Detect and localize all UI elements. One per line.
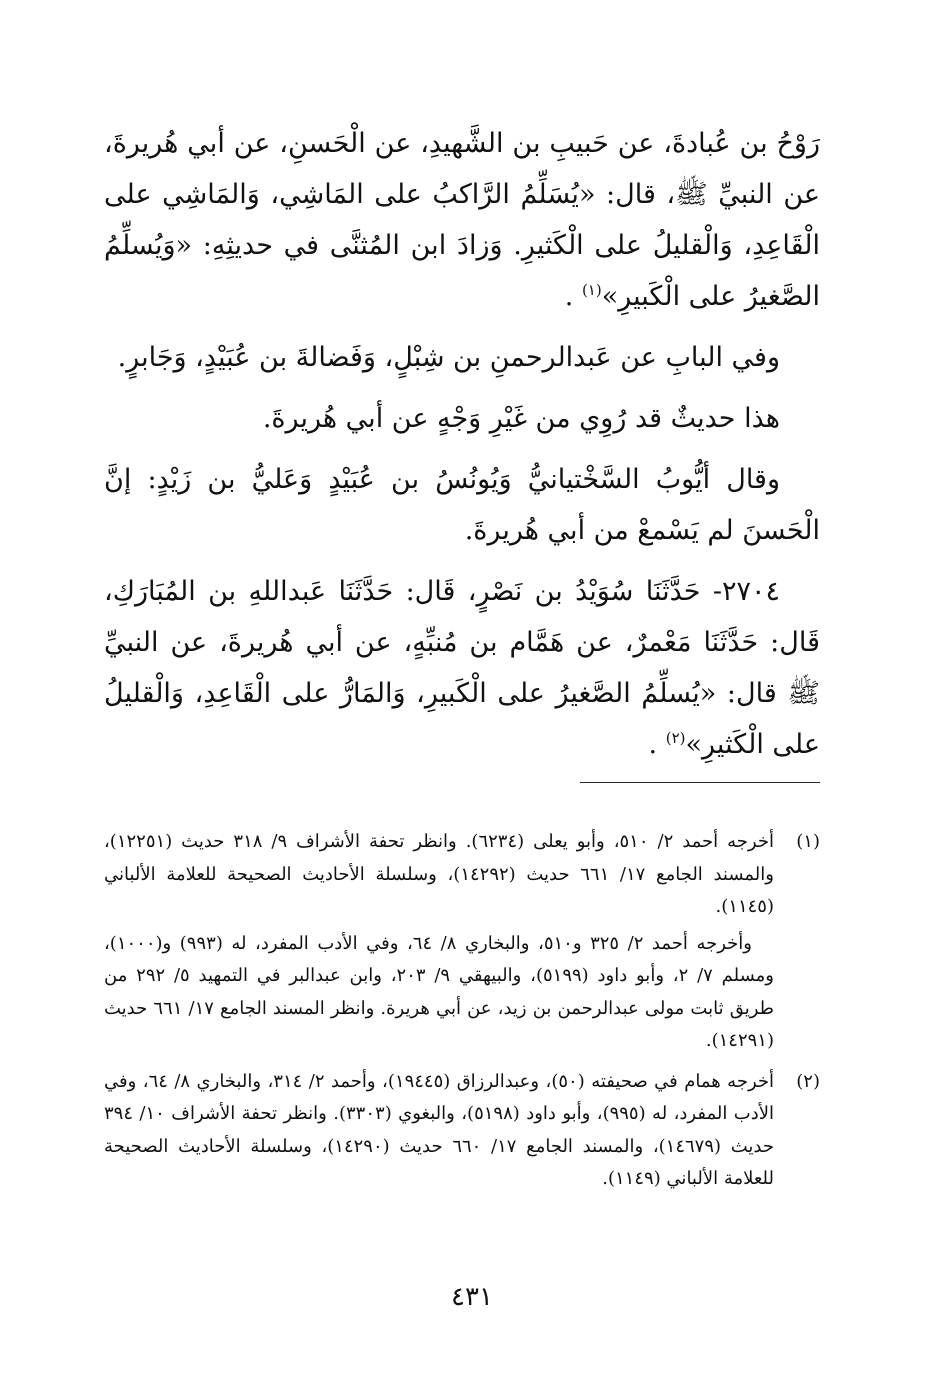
footnote-ref-1[interactable]: (١) [581, 281, 602, 299]
hadith-2704 [104, 566, 820, 770]
footnote-number: (١) [796, 831, 820, 852]
footnote-paragraph: أخرجه أحمد ٢/ ٥١٠، وأبو يعلى (٦٢٣٤). وانظر تحفة الأشراف ٩/ ٣١٨ حديث (١٢٢٥١)، والمسند الجامع ١٧/ ٦٦١ حديث (١٤٢٩٢)، وسلسلة الأحاديث الصحيحة للعلامة الألباني (١١٤٥). [104, 831, 774, 917]
hadith-text-continuation [104, 118, 820, 322]
footnote-body [104, 1066, 774, 1200]
footnote-separator [580, 782, 820, 783]
paragraph-text: ٢٧٠٤- حَدَّثَنَا سُوَيْدُ بن نَصْرٍ، قَال: حَدَّثَنَا عَبداللهِ بن المُبَارَكِ، قَال: حَدَّثَنَا مَعْمرٌ، عن هَمَّام بن مُنبِّهٍ، عن أبي هُريرةَ، عن النبيِّ ﷺ قال: «يُسلِّمُ الصَّغيرُ على الْكَبيرِ، وَالمَارُّ على الْقَاعِدِ، وَالْقليلُ على الْكَثيرِ» [104, 576, 820, 760]
paragraph-end: . [648, 729, 666, 760]
footnote-2 [104, 1066, 820, 1200]
footnote-1 [104, 826, 820, 1062]
footnotes [104, 826, 820, 1204]
paragraph-text: رَوْحُ بن عُبادةَ، عن حَبيبِ بن الشَّهيدِ، عن الْحَسنِ، عن أبي هُريرةَ، عن النبيِّ ﷺ، قال: «يُسَلِّمُ الرَّاكبُ على المَاشِي، وَالمَاشِي على الْقَاعِدِ، وَالْقليلُ على الْكَثيرِ. وَزادَ ابن المُثنَّى في حديثِهِ: «وَيُسلِّمُ الصَّغيرُ على الْكَبيرِ» [104, 128, 820, 312]
footnote-paragraph: وأخرجه أحمد ٢/ ٣٢٥ و٥١٠، والبخاري ٨/ ٦٤، وفي الأدب المفرد، له (٩٩٣) و(١٠٠٠)، ومسلم ٧/ ٢، وأبو داود (٥١٩٩)، والبيهقي ٩/ ٢٠٣، وابن عبدالبر في التمهيد ٥/ ٢٩٢ من طريق ثابت مولى عبدالرحمن بن زيد، عن أبي هريرة. وانظر المسند الجامع ١٧/ ٦٦١ حديث (١٤٢٩١). [104, 932, 774, 1051]
page-number: ٤٣١ [451, 1282, 493, 1312]
footnote-ref-2[interactable]: (٢) [665, 729, 686, 747]
footnote-paragraph: أخرجه همام في صحيفته (٥٠)، وعبدالرزاق (١٩٤٤٥)، وأحمد ٢/ ٣١٤، والبخاري ٨/ ٦٤، وفي الأدب المفرد، له (٩٩٥)، وأبو داود (٥١٩٨)، والبغوي (٣٣٠٣). وانظر تحفة الأشراف ١٠/ ٣٩٤ حديث (١٤٦٧٩)، والمسند الجامع ١٧/ ٦٦٠ حديث (١٤٢٩٠)، وسلسلة الأحاديث الصحيحة للعلامة الألباني (١١٤٩). [104, 1070, 775, 1189]
footnote-body [104, 826, 774, 1062]
chapter-note: وفي البابِ عن عَبدالرحمنِ بن شِبْلٍ، وَفَضالةَ بن عُبَيْدٍ، وَجَابرٍ. [117, 342, 780, 373]
narrator-note: وقال أيُّوبُ السَّخْتيانيُّ وَيُونُسُ بن عُبَيْدٍ وَعَليُّ بن زَيْدٍ: إنَّ الْحَسنَ لم يَسْمعْ من أبي هُريرةَ. [104, 464, 820, 546]
paragraph-end: . [564, 281, 582, 312]
grading-note: هذا حديثٌ قد رُوِي من غَيْرِ وَجْهٍ عن أبي هُريرةَ. [262, 403, 780, 434]
main-text [104, 118, 820, 780]
footnote-number: (٢) [796, 1070, 820, 1092]
